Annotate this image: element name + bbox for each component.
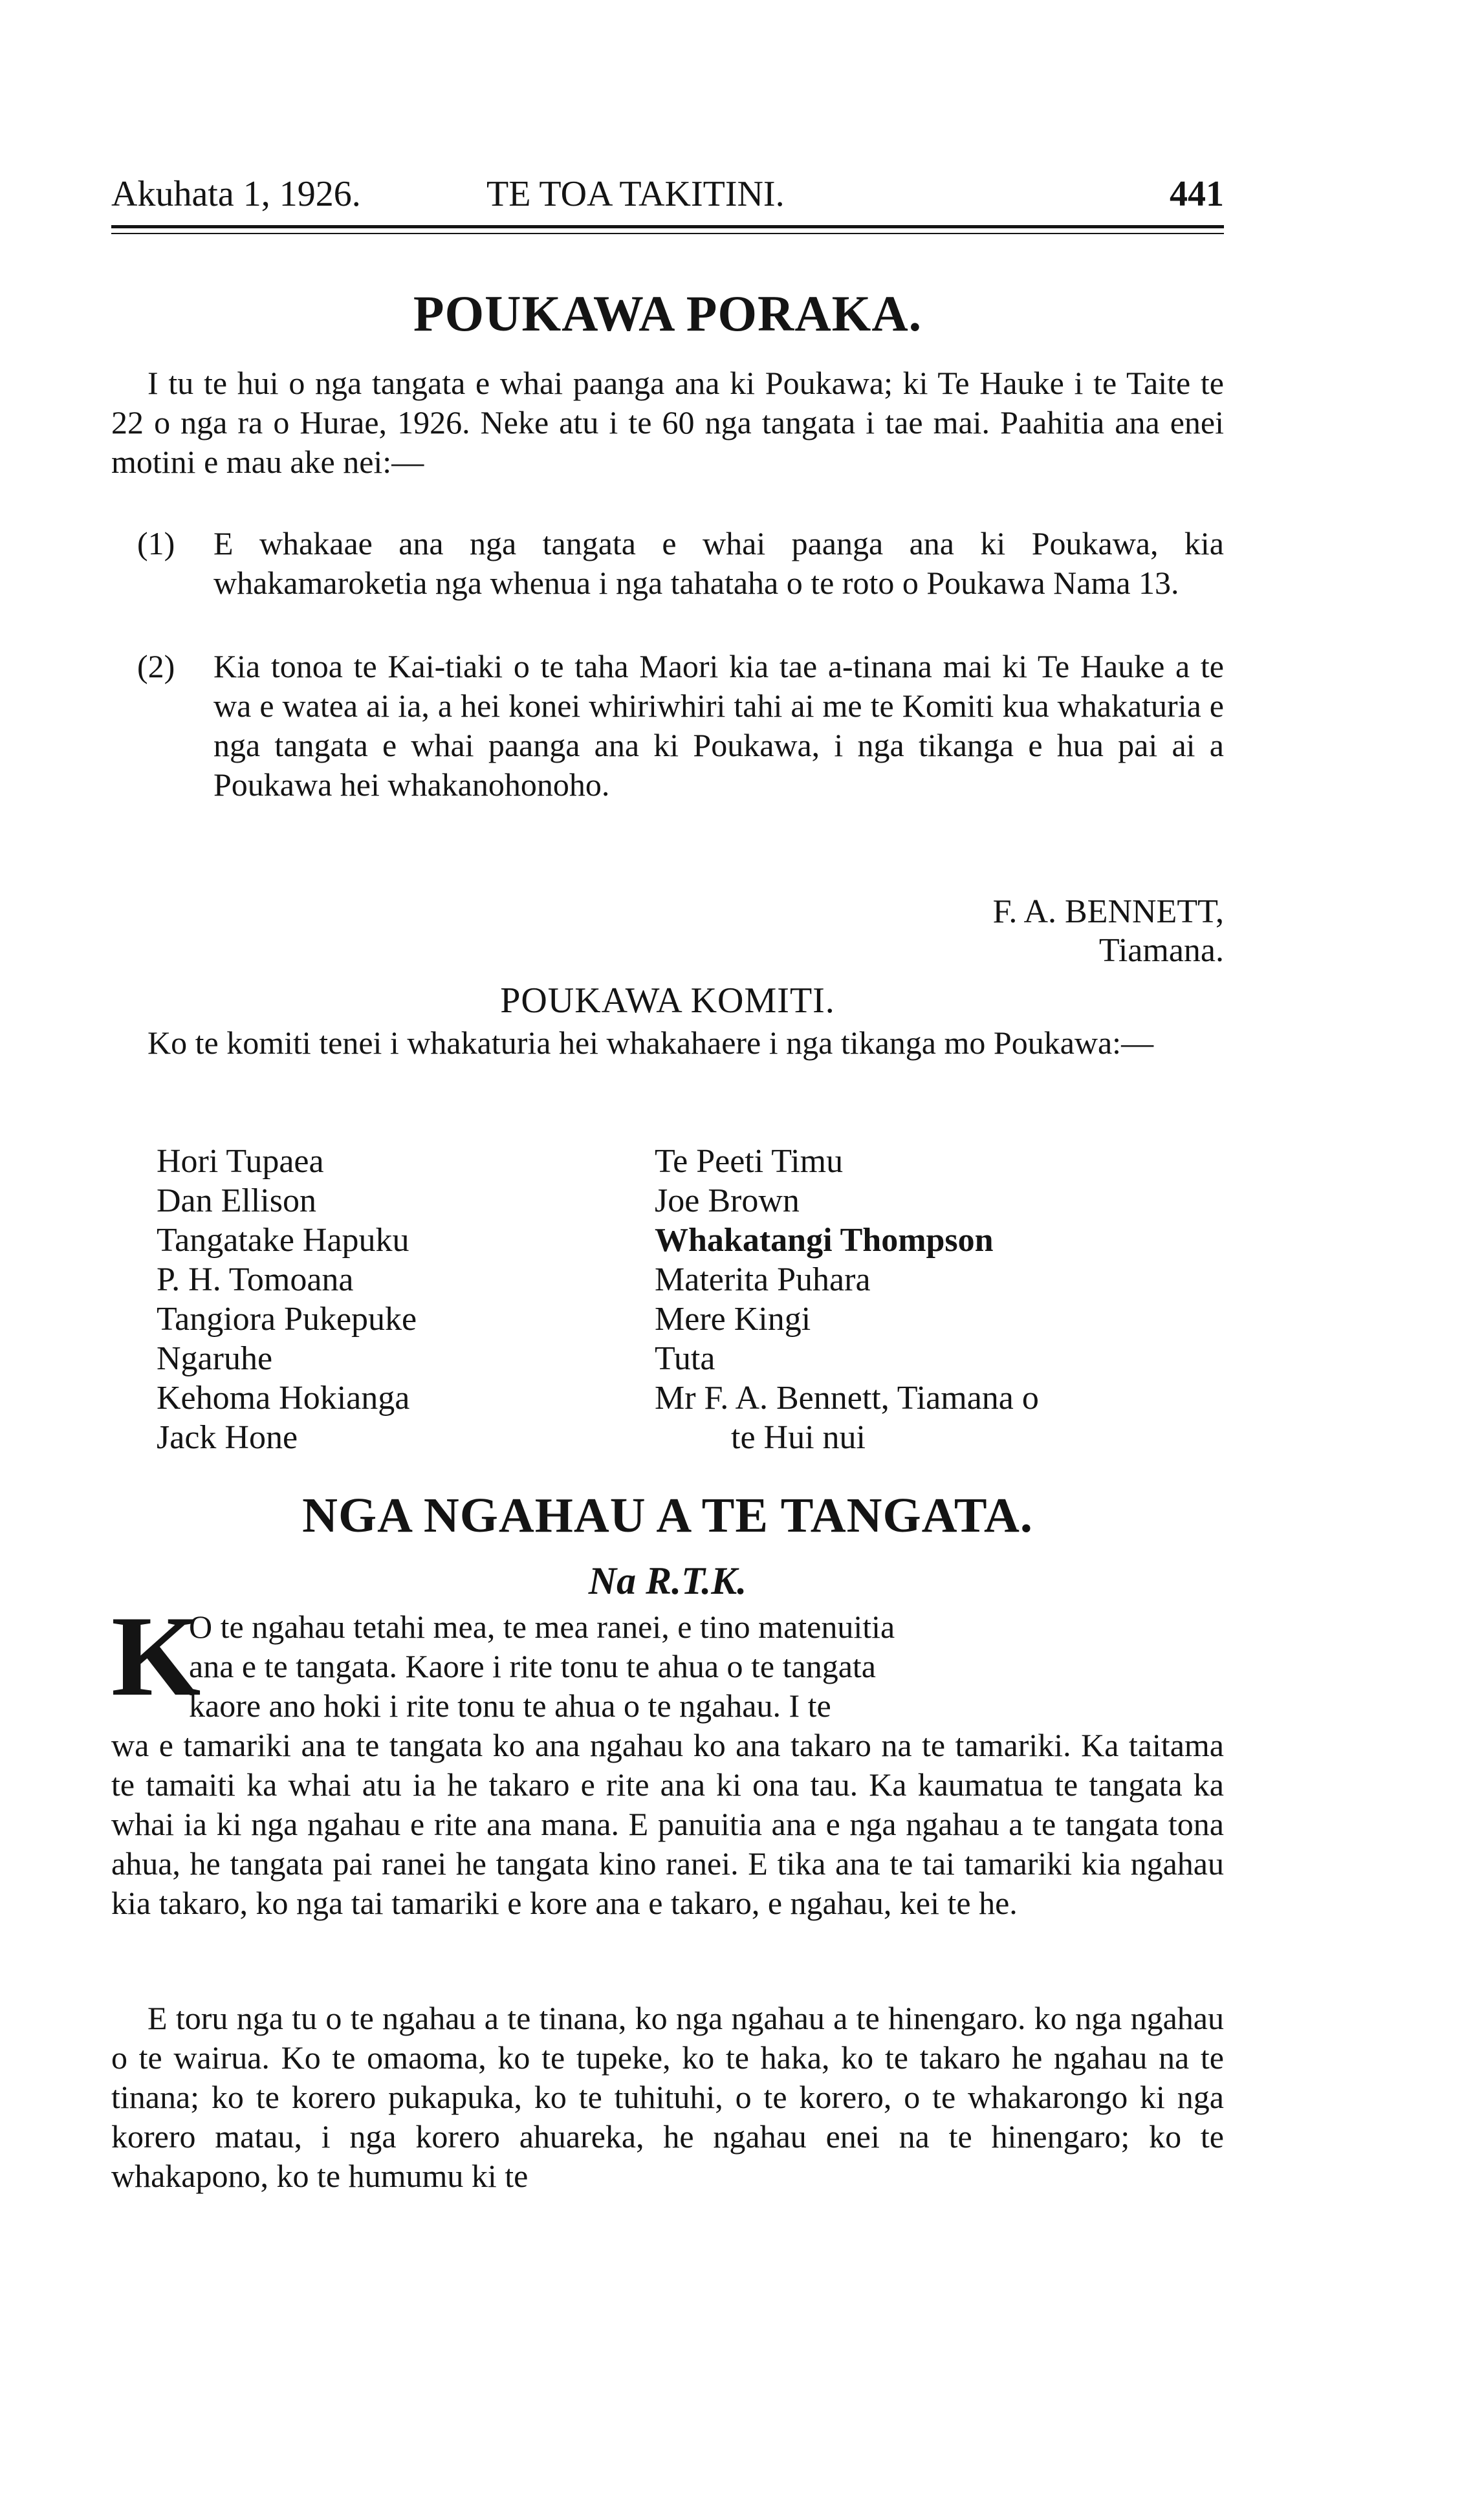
motion-text: E whakaae ana nga tangata e whai paanga ana ki Poukawa, kia whakamaroketia nga whenua i nga tahataha o te roto o Poukawa Nama 13. (213, 525, 1224, 601)
member-name: Hori Tupaea (157, 1143, 324, 1180)
member-name: Kehoma Hokianga (157, 1380, 410, 1417)
signature-title: Tiamana. (1098, 932, 1224, 969)
paragraph-text: wa e tamariki ana te tangata ko ana ngahau ko ana takaro na te tamariki. Ka taitama te tamaiti ka whai atu ia he takaro e rite ana ki ona tau. Ka kaumatua te tangata ka whai ia ki nga ngahau e rite ana mana. E panuitia ana e nga ngahau a te tangata tona ahua, he tangata pai ranei he tangata kino ranei. E tika ana te tai tamariki kia ngahau kia takaro, ko nga tai tamariki e kore ana e takaro, e ngahau, kei te he. (111, 1727, 1224, 1921)
motion-number: (1) (137, 525, 175, 561)
paragraph-line: ana e te tangata. Kaore i rite tonu te ahua o te tangata (189, 1648, 876, 1684)
member-name: Materita Puhara (655, 1261, 871, 1298)
member-name-continued: te Hui nui (731, 1419, 866, 1456)
article-byline: Na R.T.K. (588, 1559, 747, 1602)
intro-paragraph: I tu te hui o nga tangata e whai paanga ana ki Poukawa; ki Te Hauke i te Taite te 22 o nga ra o Hurae, 1926. Neke atu i te 60 nga tangata i tae mai. Paahitia ana enei motini e mau ake nei:— (111, 365, 1224, 480)
member-name: Tangatake Hapuku (157, 1222, 409, 1259)
member-name: Dan Ellison (157, 1182, 316, 1219)
header-date: Akuhata 1, 1926. (111, 174, 361, 214)
section-title: POUKAWA PORAKA. (413, 285, 922, 342)
member-name: Tuta (655, 1340, 715, 1377)
article-paragraph (111, 1592, 1224, 1923)
committee-heading: POUKAWA KOMITI. (500, 981, 835, 1021)
article-title: NGA NGAHAU A TE TANGATA. (302, 1488, 1033, 1543)
member-name: Mr F. A. Bennett, Tiamana o (655, 1380, 1039, 1417)
member-name: Tangiora Pukepuke (157, 1301, 417, 1338)
paragraph-line: O te ngahau tetahi mea, te mea ranei, e tino matenuitia (189, 1609, 895, 1645)
article-paragraph-2: E toru nga tu o te ngahau a te tinana, ko nga ngahau a te hinengaro. ko nga ngahau o te wairua. Ko te omaoma, ko te tupeke, ko te haka, ko te takaro he ngahau na te tinana; ko te korero pukapuka, ko te tuhituhi, o te korero, o te whakarongo ki nga korero matau, i nga korero ahuareka, he ngahau enei na te hinengaro; ko te whakapono, ko te humumu ki te (111, 2000, 1224, 2194)
motion-number: (2) (137, 648, 175, 684)
members-list-right (655, 1142, 1224, 1457)
running-header (111, 173, 1224, 225)
drop-cap: K (111, 1592, 201, 1720)
signature-name: F. A. BENNETT, (992, 893, 1224, 930)
committee-intro: Ko te komiti tenei i whakaturia hei whakahaere i nga tikanga mo Poukawa:— (147, 1025, 1154, 1061)
motion-item (137, 647, 1224, 805)
member-name: Joe Brown (655, 1182, 800, 1219)
member-name: Whakatangi Thompson (655, 1222, 994, 1259)
paragraph-line: kaore ano hoki i rite tonu te ahua o te ngahau. I te (189, 1688, 831, 1724)
header-rule-thin (111, 233, 1224, 234)
page-number: 441 (1170, 174, 1224, 214)
header-title: TE TOA TAKITINI. (486, 174, 785, 214)
member-name: Jack Hone (157, 1419, 298, 1456)
members-list-left (157, 1142, 635, 1457)
member-name: P. H. Tomoana (157, 1261, 354, 1298)
member-name: Ngaruhe (157, 1340, 273, 1377)
member-name: Mere Kingi (655, 1301, 811, 1338)
motion-item (137, 524, 1224, 603)
header-rule (111, 225, 1224, 228)
member-name: Te Peeti Timu (655, 1143, 844, 1180)
motion-text: Kia tonoa te Kai-tiaki o te taha Maori kia tae a-tinana mai ki Te Hauke a te wa e watea ai ia, a hei konei whiriwhiri tahi ai me te Komiti kua whakaturia e nga tangata e whai paanga ana ki Poukawa, i nga tikanga e hua pai ai a Poukawa hei whakanohonoho. (213, 648, 1224, 803)
